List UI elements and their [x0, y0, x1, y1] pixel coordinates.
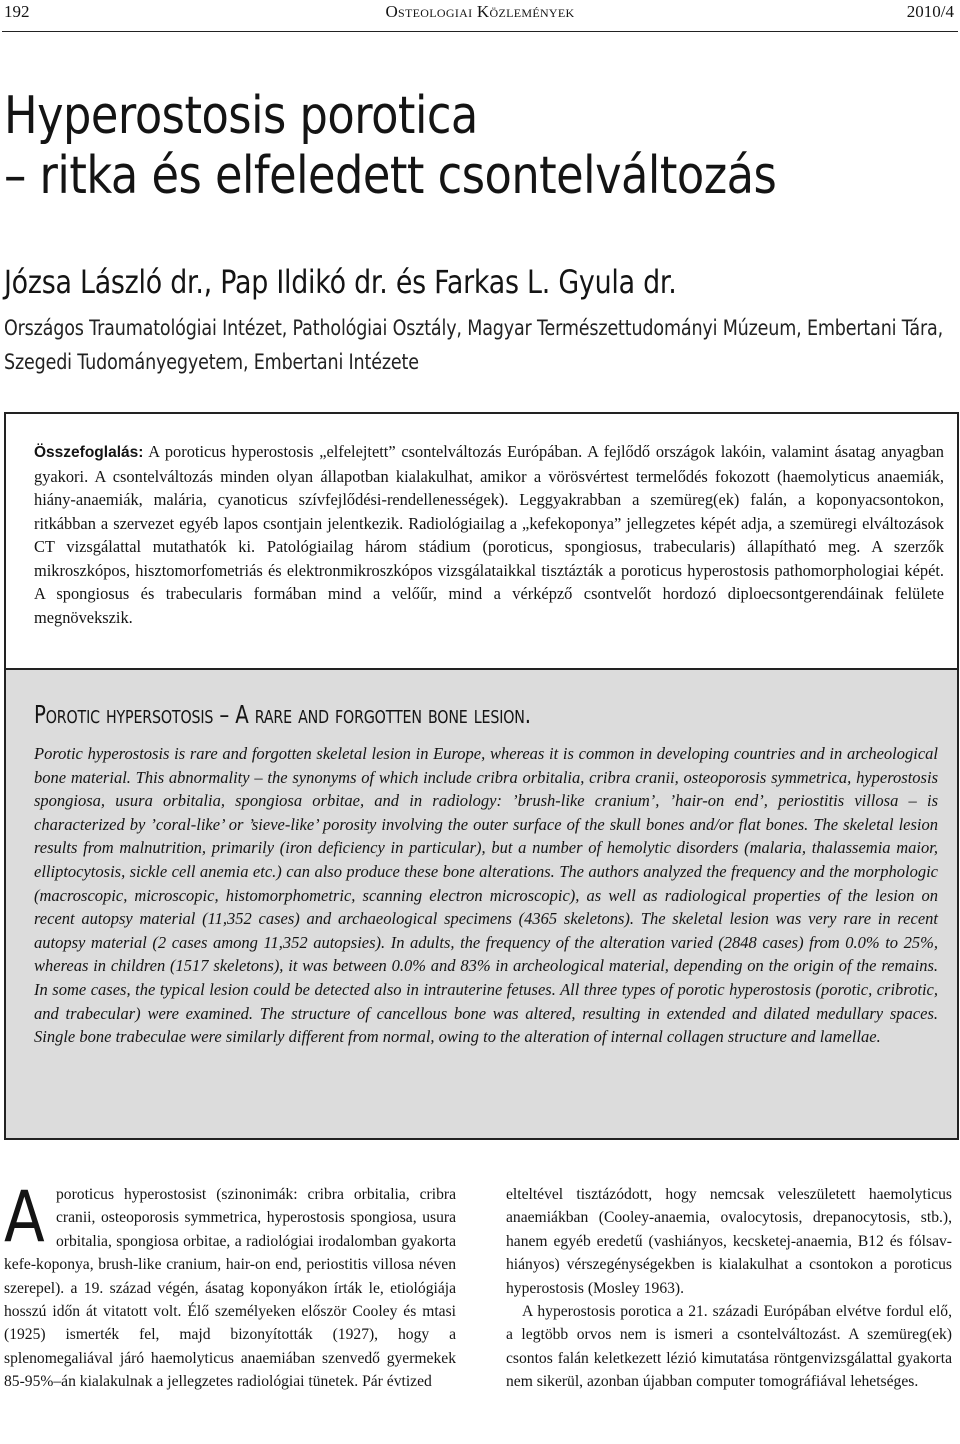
- author-list: Józsa László dr., Pap Ildikó dr. és Farkas L. Gyula dr.: [4, 263, 677, 301]
- hungarian-abstract-text: A poroticus hyperostosis „elfelejtett” csontelváltozás Európában. A fejlődő országok lakóin, valamint ásatag anyagban gyakori. A csontelváltozás minden olyan állapotban kialakulhat, amikor a vörösvértest termelődés fokozott (haemolyticus anaemiák, hiány-anaemiák, malária, cyanoticus szívfejlődési-rendellenességek). Leggyakrabban a szemüreg(ek) falán, a koponyacsontokon, ritkábban a szervezet egyéb lapos csontjain jelentkezik. Radiológiailag a „kefekoponya” jellegzetes képét adja, a szemüregi elváltozások CT vizsgálattal mutathatók ki. Patológiailag három stádium (poroticus, spongiosus, trabecularis) állapítható meg. A szerzők mikroszkópos, hisztomorfometriás és elektronmikroszkópos vizsgálataikkal tisztázták a poroticus hyperostosis pathomorphologiai képét. A spongiosus és trabecularis formában mind a velőűr, mind a vérképző csontvelőt hordozó diploecsontgerendáinak felülete megnövekszik.: [34, 442, 944, 627]
- english-abstract-text: Porotic hyperostosis is rare and forgotten skeletal lesion in Europe, whereas it is common in developing countries and in archeological bone material. This abnormality – the synonyms of which include cribra orbitalia, cribra cranii, osteoporosis symmetrica, hyperostosis spongiosa, usura orbitalia, spongiosa orbitae, and in radiology: ’brush-like cranium’, ’hair-on end’, periostitis villosa – is characterized by ’coral-like’ or ’sieve-like’ porosity involving the outer surface of the skull bones and/or flat bones. The skeletal lesion results from malnutrition, primarily (iron deficiency in particular), but a number of hemolytic disorders (malaria, thalassemia maior, elliptocytosis, sickle cell anemia etc.) can also produce these bone alterations. The authors analyzed the frequency and the morphologic (macroscopic, microscopic, histomorphometric, scanning electron microscopic), as well as radiological properties of the lesion on recent autopsy material (11,352 cases) and archaeological specimens (4365 skeletons). The skeletal lesion was very rare in recent autopsy material (2 cases among 11,352 autopsies). In adults, the frequency of the alteration varied (2848 cases) from 0.0% to 25%, whereas in children (1517 skeletons), it was between 0.0% and 83% in archeological material, depending on the origin of the remains. In some cases, the typical lesion could be detected also in intrauterine fetuses. All three types of porotic hyperostosis (porotic, cribrotic, and trabecular) were examined. The structure of cancellous bone was altered, resulting in extended and dilated medullary spaces. Single bone trabeculae were similarly different from normal, owing to the alteration of internal collagen structure and lamellae.: [34, 744, 938, 1047]
- english-abstract-box: [4, 668, 959, 1140]
- body-column-left: [4, 1176, 456, 1394]
- english-title: Porotic hypersotosis – A rare and forgotten bone lesion.: [34, 700, 531, 729]
- title-line-2: – ritka és elfeledett csontelváltozás: [4, 146, 777, 206]
- title-line-1: Hyperostosis porotica: [4, 86, 478, 146]
- hungarian-abstract: [34, 440, 944, 629]
- article-title: [4, 86, 821, 206]
- page-number: 192: [4, 2, 30, 21]
- drop-cap: A: [4, 1176, 45, 1258]
- running-header: [0, 0, 960, 32]
- journal-name: Osteologiai Közlemények: [385, 2, 575, 21]
- body-text-left: poroticus hyperostosist (szinonimák: cribra orbitalia, cribra cranii, osteoporosis symmetrica, hyperostosis spongiosa, usura orbitalia, spongiosa orbitae, a radiológiai irodalomban gyakorta kefe-koponya, brush-like cranium, hair-on end, periostitis villosa néven szerepel). a 19. század végén, ásatag koponyákon írták le, etiológiája hosszú időn át vitatott volt. Élő személyeken először Cooley és mtasi (1925) ismerték fel, majd bizonyították (1927), hogy a splenomegaliával járó haemolyticus anaemiában szenvedő gyermekek 85-95%–án kialakulnak a jellegzetes radiológiai tünetek. Pár évtized: [4, 1186, 456, 1391]
- hungarian-abstract-box: [4, 412, 959, 668]
- affiliation: [4, 311, 948, 379]
- body-paragraph: A hyperostosis porotica a 21. századi Európában elvétve fordul elő, a legtöbb orvos nem is ismeri a csontelváltozást. A szemüreg(ek) csontos falán keletkezett lézió kimutatása röntgenvizsgálattal gyakorta nem sikerül, azonban újabban computer tomográfiával lehetséges.: [506, 1303, 952, 1391]
- affiliation-line-1: Országos Traumatológiai Intézet, Pathológiai Osztály, Magyar Természettudományi Múzeum, Embertani Tára,: [4, 316, 943, 340]
- affiliation-line-2: Szegedi Tudományegyetem, Embertani Intézete: [4, 350, 419, 374]
- body-column-right: [506, 1183, 952, 1394]
- header-rule: [2, 31, 958, 32]
- issue-number: 2010/4: [906, 2, 954, 21]
- abstract-label: Összefoglalás:: [34, 444, 144, 461]
- body-paragraph: elteltével tisztázódott, hogy nemcsak veleszületett haemolyticus anaemiákban (Cooley-anaemia, ovalocytosis, drepanocytosis, stb.), hanem egyéb eredetű (vashiányos, kecsketej-anaemia, B12 és fólsav-hiányos) vérszegénységekben is kialakulhat a csontokon a poroticus hyperostosis (Mosley 1963).: [506, 1186, 952, 1297]
